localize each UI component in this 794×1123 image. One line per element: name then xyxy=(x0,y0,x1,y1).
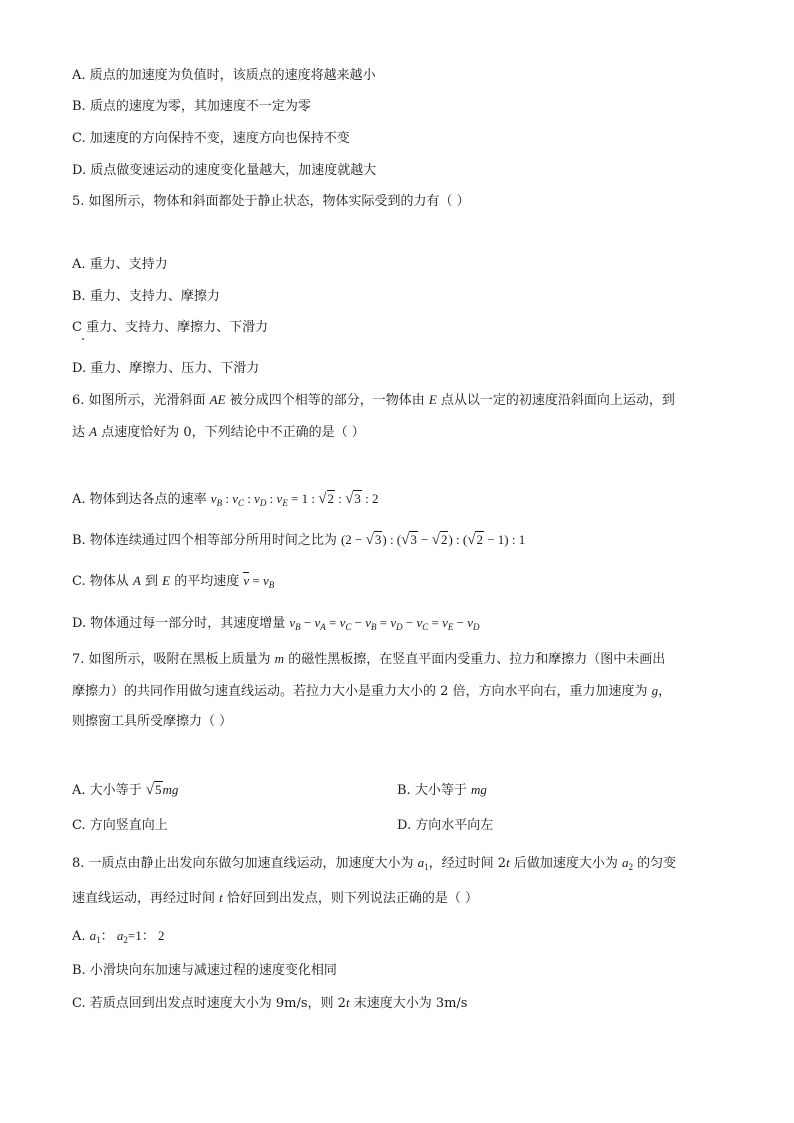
q6-stem-line1: 6. 如图所示，光滑斜面 AE 被分成四个相等的部分，一物体由 E 点从以一定的初速度沿斜面向上运动，到 xyxy=(72,392,675,408)
q6-option-a: A. 物体到达各点的速率 $v_B$ : $v_C$ : $v_D$ : $v_E = 1$ : √2 : √3 : 2 xyxy=(72,491,379,508)
q6-option-b: B. 物体连续通过四个相等部分所用时间之比为 (2 − √3) : (√3 − √2) : (√2 − 1) : 1 xyxy=(72,532,526,548)
q4-option-d: D. 质点做变速运动的速度变化量越大，加速度就越大 xyxy=(72,163,377,178)
q8-option-c: C. 若质点回到出发点时速度大小为 9m/s，则 2t 末速度大小为 3m/s xyxy=(72,995,468,1011)
q8-option-b: B. 小滑块向东加速与减速过程的速度变化相同 xyxy=(72,963,337,978)
q7-stem-line1: 7. 如图所示，吸附在黑板上质量为 m 的磁性黑板擦，在竖直平面内受重力、拉力和摩擦力（图中未画出 xyxy=(72,651,666,667)
q6-option-a-formula: $v_B$ : $v_C$ : $v_D$ : $v_E = 1$ : √2 : √3 : 2 xyxy=(210,491,379,508)
q4-option-b: B. 质点的速度为零，其加速度不一定为零 xyxy=(72,99,311,114)
q6-option-b-formula: (2 − √3) : (√3 − √2) : (√2 − 1) : 1 xyxy=(340,532,526,548)
q6-option-d: D. 物体通过每一部分时，其速度增量 $v_B - v_A = v_C - v_B = v_D - v_C = v_E - v_D$ xyxy=(72,615,480,632)
q8-stem-line1: 8. 一质点由静止出发向东做匀加速直线运动，加速度大小为 $a_1$，经过时间 2t 后做加速度大小为 $a_2$ 的匀变 xyxy=(72,855,677,872)
q4-option-a: A. 质点的加速度为负值时，该质点的速度将越来越小 xyxy=(72,68,376,83)
q5-option-a: A. 重力、支持力 xyxy=(72,257,168,272)
q7-option-d: D. 方向水平向左 xyxy=(397,818,494,833)
q7-option-a: A. 大小等于 √5mg xyxy=(72,782,179,798)
q6-option-c: C. 物体从 A 到 E 的平均速度 $v = v_B$ xyxy=(72,573,275,590)
q7-stem-line3: 则擦窗工具所受摩擦力（ ） xyxy=(72,714,233,729)
q4-option-c: C. 加速度的方向保持不变，速度方向也保持不变 xyxy=(72,131,350,146)
q7-stem-line2: 摩擦力）的共同作用做匀速直线运动。若拉力大小是重力大小的 2 倍，方向水平向右，重力加速度为 g， xyxy=(72,683,672,699)
q7-option-a-formula: √5mg xyxy=(145,782,179,798)
q5-option-d: D. 重力、摩擦力、压力、下滑力 xyxy=(72,361,260,376)
q6-stem-line2: 达 A 点速度恰好为 0，下列结论中不正确的是（ ） xyxy=(72,424,365,440)
q8-option-a-formula: $a_1$： $a_2=1$： 2 xyxy=(89,928,165,945)
q5-option-c: C 重力、支持力、摩擦力、下滑力 xyxy=(72,320,269,335)
q6-option-d-formula: $v_B - v_A = v_C - v_B = v_D - v_C = v_E - v_D$ xyxy=(289,615,480,632)
q7-option-b: B. 大小等于 mg xyxy=(397,782,487,798)
stray-dot xyxy=(82,338,84,340)
q6-option-c-formula: $v = v_B$ xyxy=(243,573,275,590)
q7-option-c: C. 方向竖直向上 xyxy=(72,818,168,833)
q8-stem-line2: 速直线运动，再经过时间 t 恰好回到出发点，则下列说法正确的是（ ） xyxy=(72,890,479,906)
q8-option-a: A. $a_1$： $a_2=1$： 2 xyxy=(72,928,165,945)
q5-stem: 5. 如图所示，物体和斜面都处于静止状态，物体实际受到的力有（ ） xyxy=(72,194,470,209)
q5-option-b: B. 重力、支持力、摩擦力 xyxy=(72,289,220,304)
